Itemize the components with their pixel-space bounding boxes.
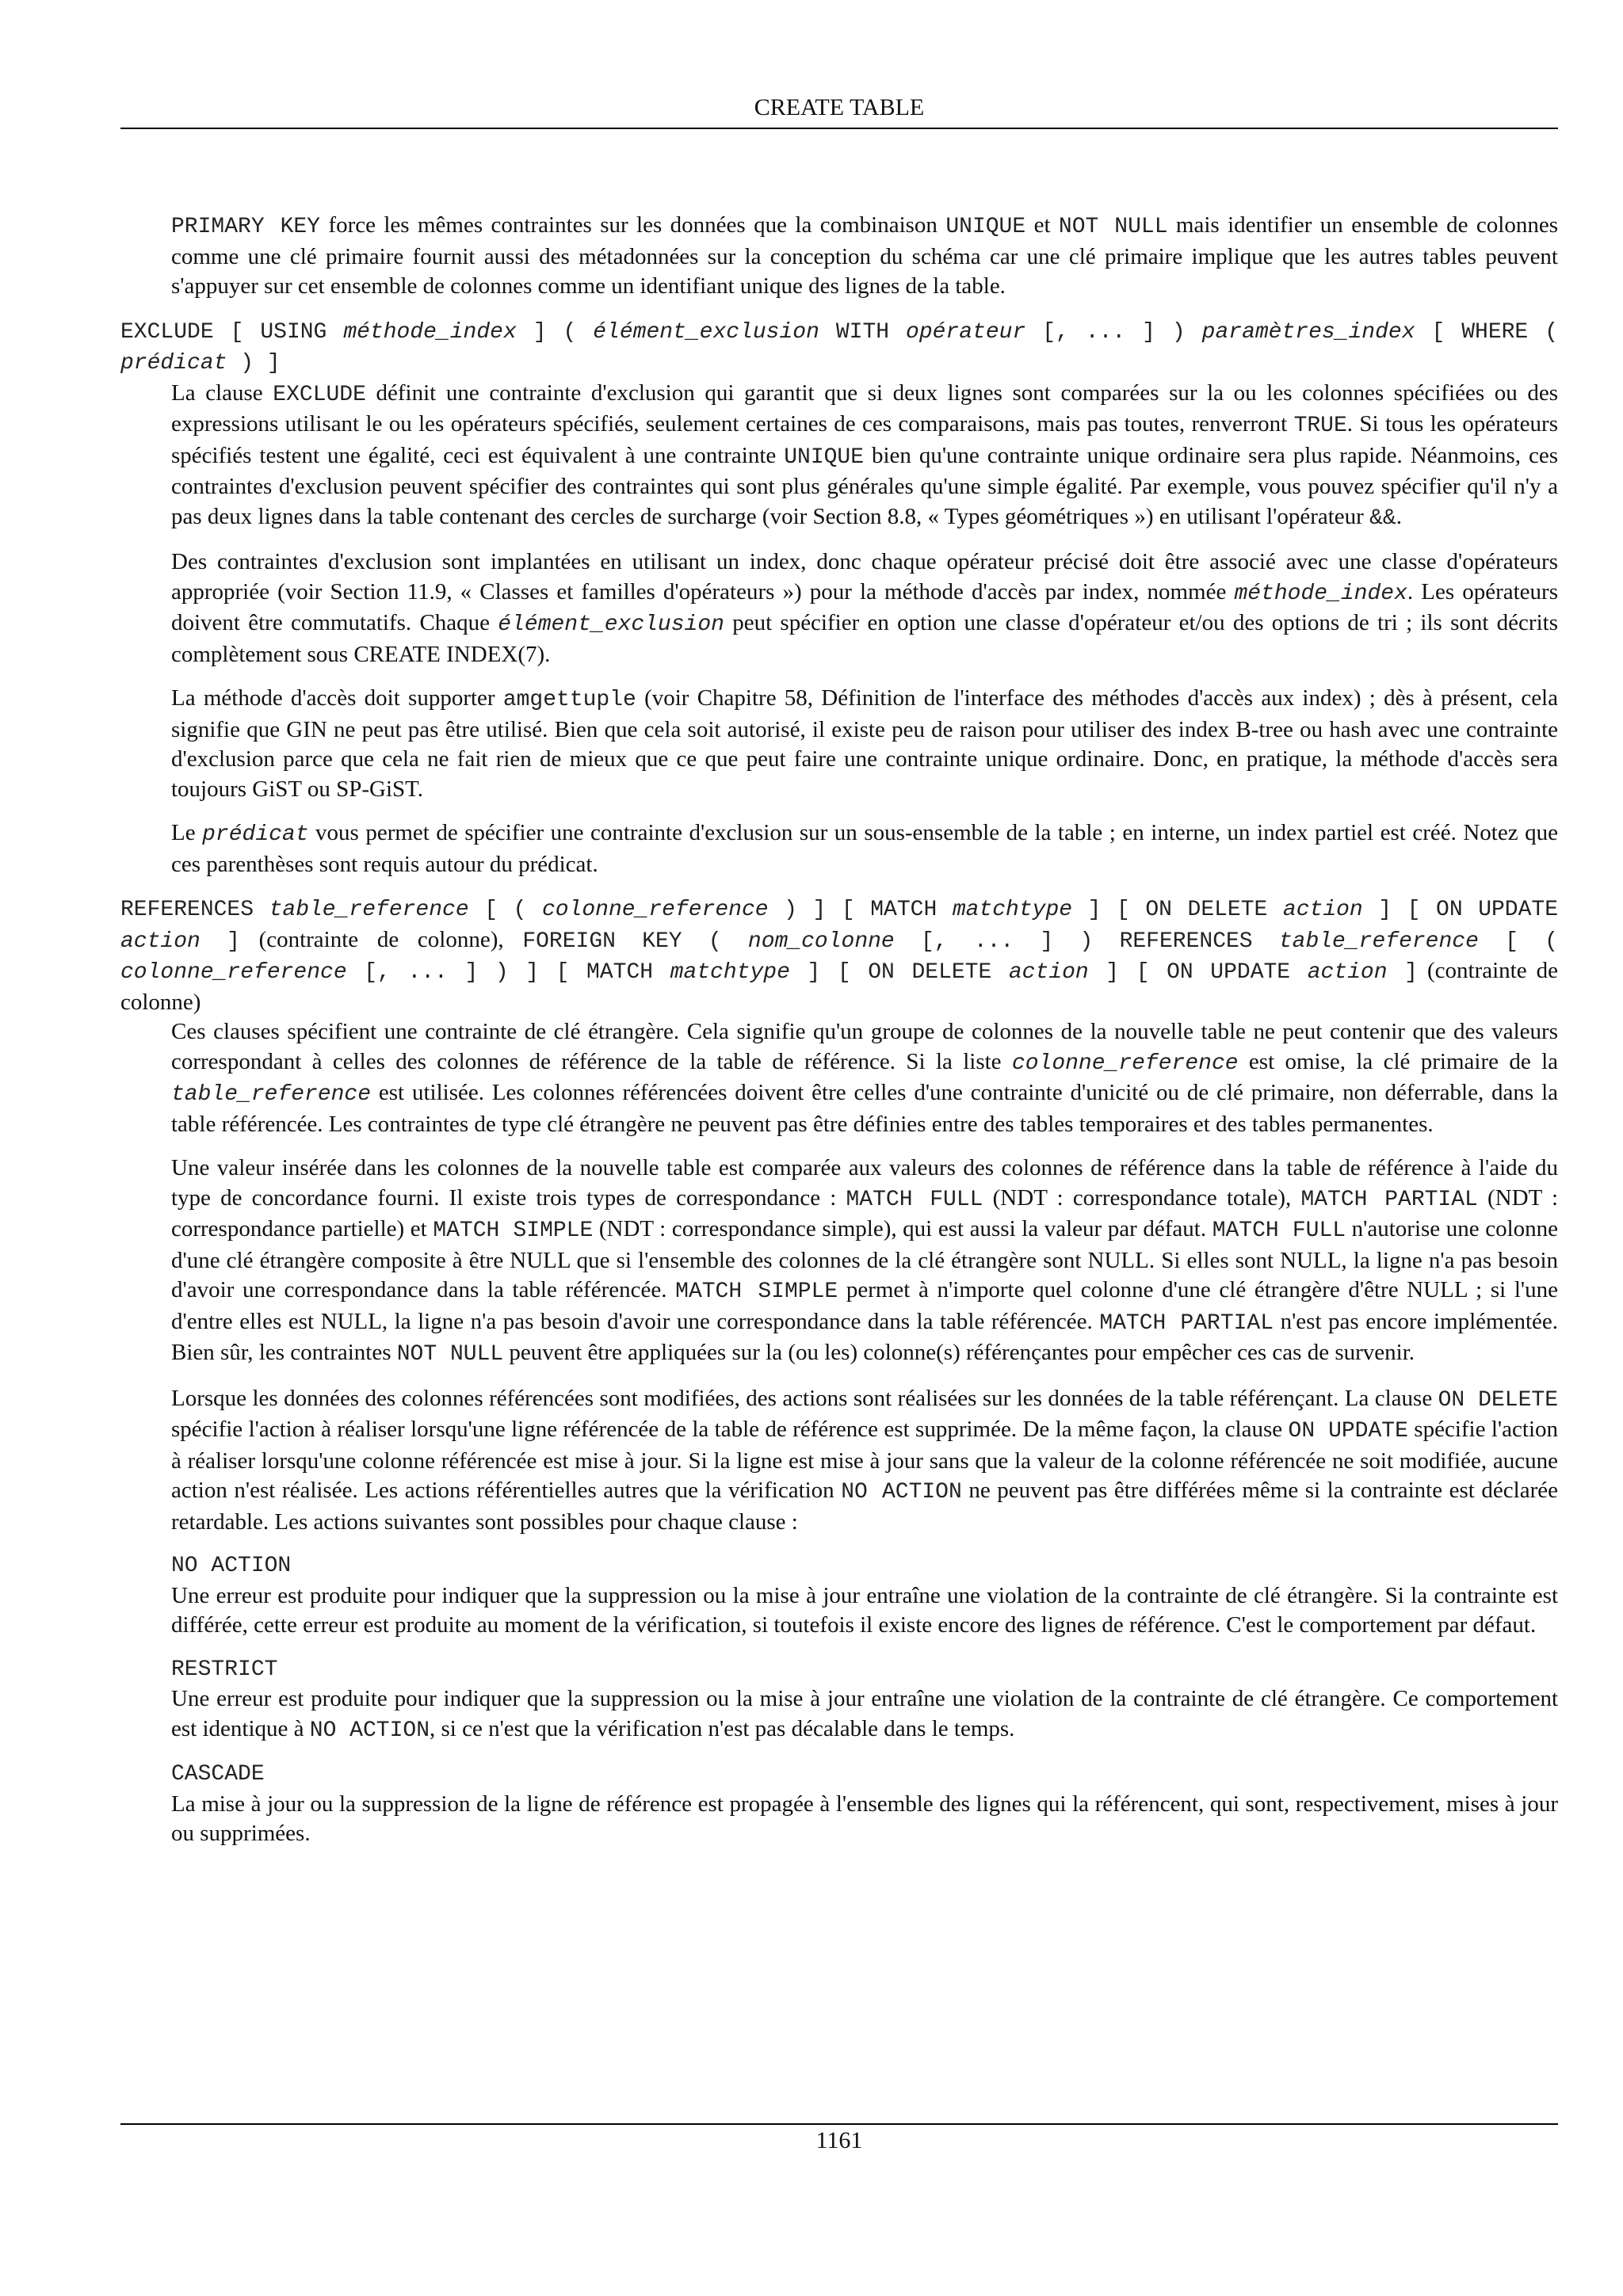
references-description-2	[171, 1154, 1558, 1370]
text-run: . Les opérateurs doivent être commutatifs. Chaque	[171, 578, 1558, 635]
code-keyword: MATCH SIMPLE	[433, 1219, 594, 1243]
code-keyword: FOREIGN KEY (	[522, 929, 748, 954]
code-placeholder: matchtype	[952, 898, 1073, 922]
code-placeholder: élément_exclusion	[593, 319, 819, 345]
action-cascade	[171, 1760, 1558, 1849]
code-placeholder: opérateur	[906, 319, 1026, 345]
exclude-clause-syntax	[120, 316, 1558, 379]
footer-divider	[120, 2123, 1558, 2125]
text-run: Une erreur est produite pour indiquer que la suppression ou la mise à jour entraîne une violation de la contrainte de clé étrangère. Si la contrainte est différée, cette erreur est produite au moment de la vérification, si toutefois il existe encore des lignes de référence. C'est le comportement par défaut.	[171, 1582, 1558, 1638]
code-keyword: ] [ ON UPDATE	[1362, 898, 1559, 922]
header-divider	[120, 128, 1558, 129]
text-run: bien qu'une contrainte unique ordinaire sera plus rapide. Néanmoins, ces contraintes d'exclusion peuvent spécifier des contraintes qui sont plus générales qu'une simple égalité. Par exemple, vous pouvez spécifier qu'il n'y a pas deux lignes dans la table contenant des cercles de surcharge (voir Section 8.8, « Types géométriques ») en utilisant l'opérateur	[171, 442, 1558, 529]
code-keyword: [ (	[468, 898, 542, 922]
code-keyword: [ (	[1478, 929, 1558, 954]
code-placeholder: action	[1307, 960, 1388, 985]
code-keyword: ]	[200, 929, 240, 954]
page-header-title: CREATE TABLE	[754, 94, 925, 120]
code-keyword: ) ]	[227, 351, 281, 376]
code-keyword: MATCH FULL	[1212, 1219, 1346, 1243]
text-run: Une erreur est produite pour indiquer que la suppression ou la mise à jour entraîne une violation de la contrainte de clé étrangère. Ce comportement est identique à	[171, 1686, 1558, 1741]
code-keyword: [, ... ] )	[1025, 319, 1202, 345]
text-run: La méthode d'accès doit supporter	[171, 685, 503, 711]
action-description	[171, 1581, 1558, 1641]
action-no-action	[171, 1551, 1558, 1641]
code-placeholder: action	[120, 929, 200, 954]
code-keyword: PRIMARY KEY	[171, 215, 320, 239]
text-run: Des contraintes d'exclusion sont implantées en utilisant un index, donc chaque opérateur précisé doit être associé avec une classe d'opérateurs appropriée (voir Section 11.9, « Classes et familles d'opérateurs ») pour la méthode d'accès par index, nommée	[171, 549, 1558, 605]
action-term: NO ACTION	[171, 1554, 292, 1578]
exclude-description-4	[171, 818, 1558, 879]
code-placeholder: colonne_reference	[120, 960, 347, 985]
text-run: (voir Chapitre 58, Définition de l'interface des méthodes d'accès aux index) ; dès à présent, cela signifie que GIN ne peut pas être utilisé. Bien que cela soit autorisé, il existe peu de raison pour utiliser des index B-tree ou hash avec une contrainte d'exclusion parce que cela ne fait rien de mieux que ce que peut faire une contrainte unique ordinaire. Donc, en pratique, la méthode d'accès sera toujours GiST ou SP-GiST.	[171, 685, 1558, 802]
code-keyword: ON UPDATE	[1288, 1419, 1408, 1444]
text-run: La mise à jour ou la suppression de la ligne de référence est propagée à l'ensemble des lignes qui la référencent, qui sont, respectivement, mises à jour ou supprimées.	[171, 1791, 1558, 1846]
text-run: Une valeur insérée dans les colonnes de la nouvelle table est comparée aux valeurs des colonnes de référence dans la table de référence à l'aide du type de concordance fourni. Il existe trois types de correspondance :	[171, 1155, 1558, 1211]
code-keyword: UNIQUE	[945, 215, 1026, 239]
text-run: permet à n'importe quel colonne d'une clé étrangère d'être NULL ; si l'une d'entre elles est NULL, la ligne n'a pas besoin d'avoir une correspondance dans la table référencée.	[171, 1277, 1558, 1334]
code-keyword: ] [ ON DELETE	[789, 960, 1009, 985]
code-placeholder: prédicat	[120, 351, 227, 376]
text-run: Le	[171, 820, 203, 845]
code-keyword: ] (	[516, 319, 594, 345]
text-run: (NDT : correspondance totale),	[983, 1184, 1301, 1211]
text-run: ne peuvent pas être différées même si la contrainte est déclarée retardable. Les actions suivantes sont possibles pour chaque clause :	[171, 1478, 1558, 1535]
code-placeholder: action	[1282, 898, 1363, 922]
text-run: force les mêmes contraintes sur les données que la combinaison	[320, 212, 946, 238]
text-run: vous permet de spécifier une contrainte d'exclusion sur un sous-ensemble de la table ; en interne, un index partiel est créé. Notez que ces parenthèses sont requis autour du prédicat.	[171, 820, 1558, 877]
code-keyword: WITH	[819, 319, 907, 345]
code-placeholder: nom_colonne	[747, 929, 895, 954]
text-run: spécifie l'action à réaliser lorsqu'une ligne référencée de la table de référence est supprimée. De la même façon, la clause	[171, 1417, 1289, 1442]
code-keyword: ] [ ON UPDATE	[1088, 960, 1308, 985]
primary-key-description	[171, 211, 1558, 302]
code-keyword: EXCLUDE [ USING	[120, 319, 344, 345]
code-placeholder: matchtype	[670, 960, 790, 985]
code-keyword: UNIQUE	[784, 444, 865, 470]
text-run: spécifie l'action à réaliser lorsqu'une colonne référencée est mise à jour. Si la ligne est mise à jour sans que la valeur de la colonne référencée ne soit modifiée, aucune action n'est réalisée. Les actions référentielles autres que la vérification	[171, 1417, 1558, 1503]
text-run: (contrainte de colonne),	[239, 926, 523, 952]
text-run: (NDT : correspondance partielle) et	[171, 1184, 1559, 1241]
code-keyword: ]	[1387, 960, 1418, 985]
action-term: RESTRICT	[171, 1657, 278, 1682]
code-placeholder: prédicat	[202, 822, 309, 847]
text-run: n'est pas encore implémentée. Bien sûr, les contraintes	[171, 1308, 1559, 1365]
text-run: peuvent être appliquées sur la (ou les) colonne(s) référençantes pour empêcher ces cas de survenir.	[503, 1340, 1415, 1365]
code-keyword: MATCH SIMPLE	[675, 1280, 838, 1304]
code-placeholder: méthode_index	[343, 319, 517, 345]
code-placeholder: table_reference	[1278, 929, 1479, 954]
text-run: Ces clauses spécifient une contrainte de clé étrangère. Cela signifie qu'un groupe de colonnes de la nouvelle table ne peut contenir que des valeurs correspondant à celles des colonnes de référence de la table de référence. Si la liste	[171, 1019, 1558, 1074]
code-placeholder: table_reference	[269, 898, 469, 922]
exclude-description-2	[171, 547, 1558, 669]
text-run: mais identifier un ensemble de colonnes comme une clé primaire fournit aussi des métadonnées sur la conception du schéma car une clé primaire implique que les autres tables peuvent s'appuyer sur cet ensemble de colonnes comme un identifiant unique des lignes de la table.	[171, 212, 1559, 299]
code-keyword: TRUE	[1293, 414, 1347, 438]
code-keyword: [ WHERE (	[1415, 319, 1558, 345]
code-keyword: MATCH FULL	[846, 1187, 983, 1212]
code-placeholder: colonne_reference	[1011, 1051, 1239, 1076]
code-keyword: [, ... ] ) REFERENCES	[894, 929, 1279, 954]
code-keyword: REFERENCES	[120, 898, 269, 922]
text-run: définit une contrainte d'exclusion qui garantit que si deux lignes sont comparées sur la ou les colonnes spécifiées ou des expressions utilisant le ou les opérateurs spécifiés, seulement certaines de ces comparaisons, mais pas toutes, renverront	[171, 379, 1559, 437]
exclude-description-1	[171, 379, 1558, 534]
text-run: (NDT : correspondance simple), qui est aussi la valeur par défaut.	[593, 1216, 1212, 1241]
action-restrict	[171, 1655, 1558, 1746]
references-description-1	[171, 1017, 1558, 1139]
code-keyword: MATCH PARTIAL	[1300, 1187, 1478, 1212]
code-placeholder: paramètres_index	[1201, 319, 1415, 345]
action-description	[171, 1790, 1558, 1849]
action-description	[171, 1684, 1558, 1745]
code-keyword: EXCLUDE	[273, 382, 366, 407]
code-keyword: MATCH PARTIAL	[1099, 1310, 1274, 1336]
text-run: , si ce n'est que la vérification n'est pas décalable dans le temps.	[430, 1715, 1015, 1741]
text-run: La clause	[171, 379, 273, 406]
text-run: n'autorise une colonne d'une clé étrangère composite à être NULL que si l'ensemble des colonnes de la clé étrangère sont NULL. Si elles sont NULL, la ligne n'a pas besoin d'avoir une correspondance dans la table référencée.	[171, 1216, 1559, 1302]
code-keyword: NO ACTION	[841, 1480, 962, 1505]
code-keyword: NOT NULL	[1058, 215, 1168, 239]
code-placeholder: table_reference	[171, 1082, 372, 1107]
page-body	[120, 211, 1558, 1863]
code-keyword: &&	[1369, 505, 1396, 531]
action-term: CASCADE	[171, 1762, 265, 1787]
code-keyword: [, ... ] ) ] [ MATCH	[346, 960, 670, 985]
code-placeholder: méthode_index	[1234, 581, 1407, 606]
text-run: (contrainte de colonne)	[120, 958, 1558, 1015]
code-placeholder: action	[1008, 960, 1089, 985]
text-run: .	[1396, 503, 1402, 529]
text-run: peut spécifier en option une classe d'opérateur et/ou des options de tri ; ils sont décrits complètement sous CREATE INDEX(7).	[171, 610, 1558, 667]
text-run: est omise, la clé primaire de la	[1238, 1048, 1559, 1074]
page-number: 1161	[815, 2127, 863, 2153]
code-keyword: ) ] [ MATCH	[768, 898, 953, 922]
text-run: . Si tous les opérateurs spécifiés testent une égalité, ceci est équivalent à une contrainte	[171, 411, 1558, 468]
code-keyword: NOT NULL	[396, 1342, 504, 1367]
code-keyword: amgettuple	[502, 688, 636, 712]
code-keyword: ] [ ON DELETE	[1072, 898, 1283, 922]
text-run: est utilisée. Les colonnes référencées doivent être celles d'une contrainte d'unicité ou de clé primaire, non déferrable, dans la table référencée. Les contraintes de type clé étrangère ne peuvent pas être définies entre des tables temporaires et des tables permanentes.	[171, 1080, 1558, 1137]
exclude-description-3	[171, 684, 1558, 804]
text-run: Lorsque les données des colonnes référencées sont modifiées, des actions sont réalisées sur les données de la table référençant. La clause	[171, 1385, 1438, 1411]
references-clause-syntax	[120, 894, 1558, 1017]
code-placeholder: colonne_reference	[541, 898, 769, 922]
code-placeholder: élément_exclusion	[498, 612, 724, 637]
code-keyword: NO ACTION	[309, 1718, 430, 1743]
code-keyword: ON DELETE	[1438, 1387, 1558, 1413]
references-description-3	[171, 1384, 1558, 1538]
text-run: et	[1025, 212, 1059, 238]
